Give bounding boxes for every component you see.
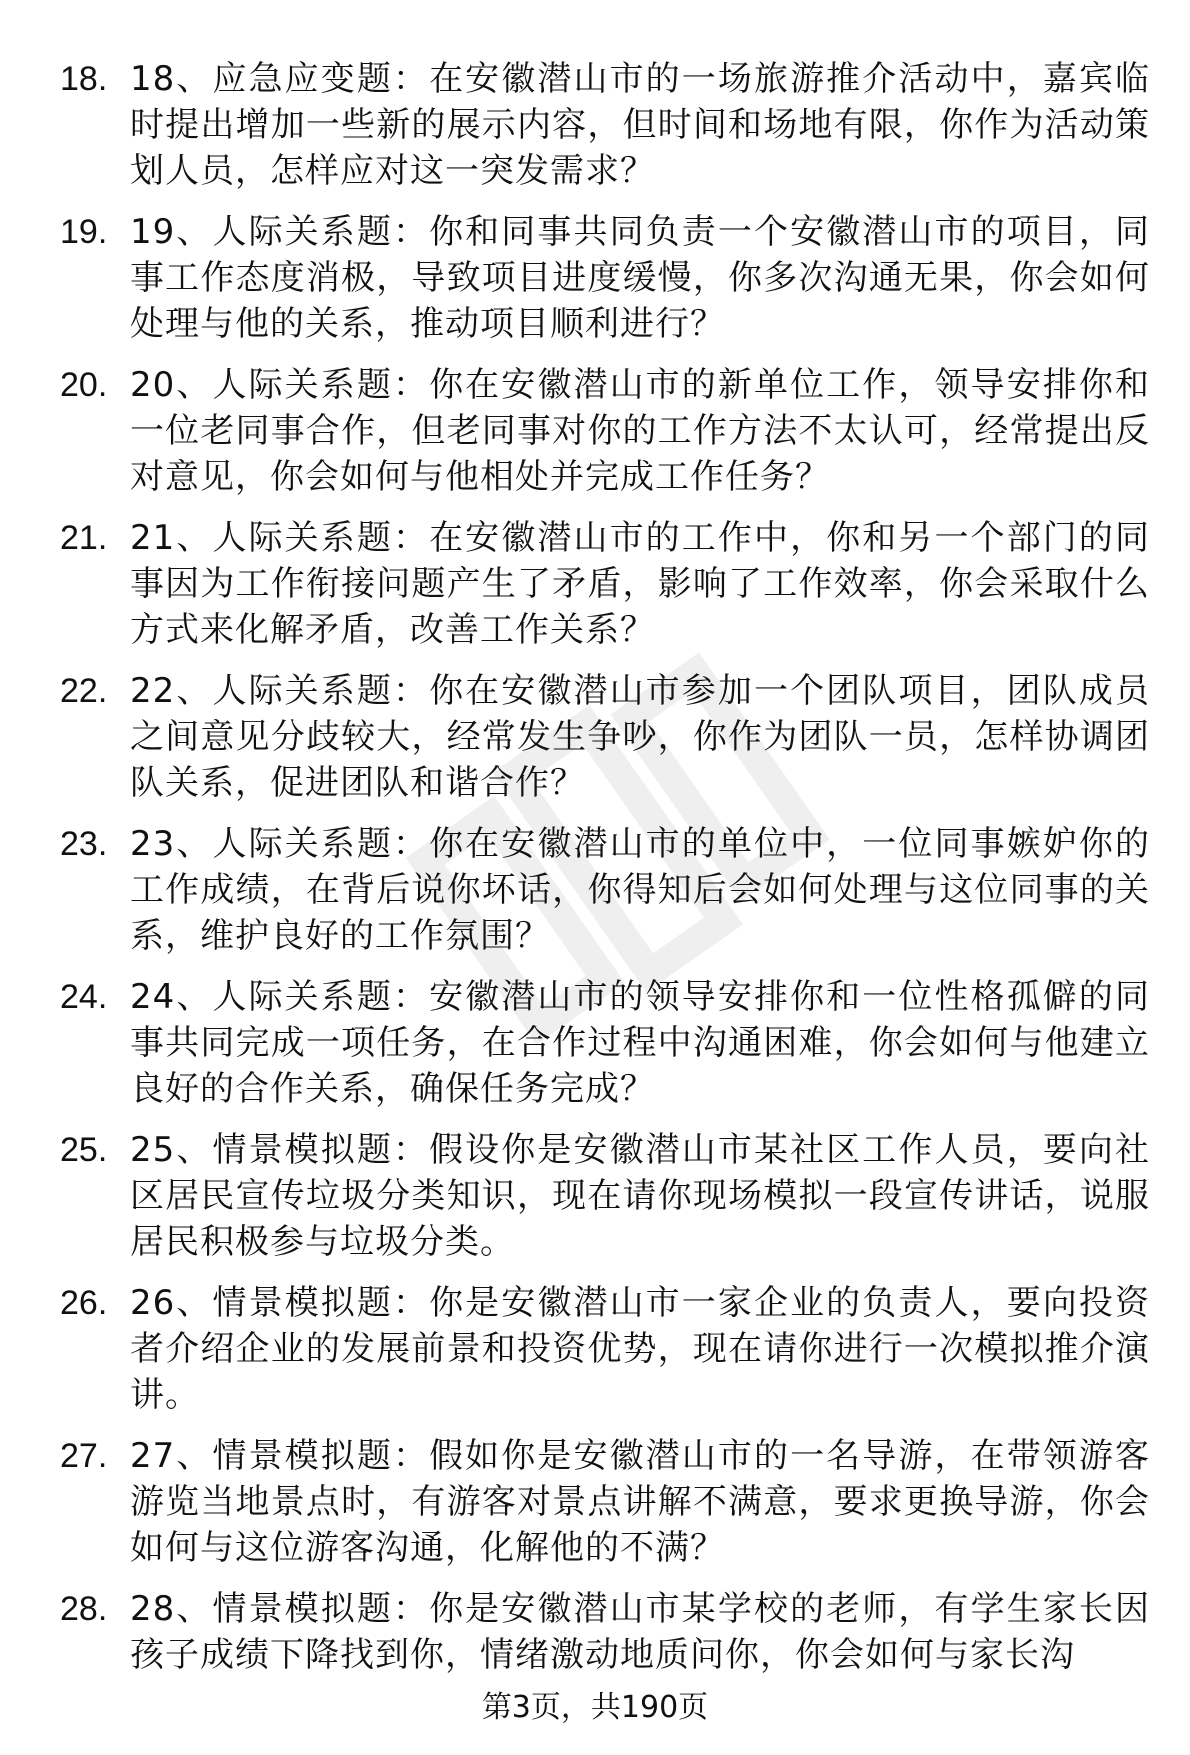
question-item: [60, 209, 1150, 362]
question-number: 26.: [60, 1284, 108, 1322]
question-text: 26、情景模拟题：你是安徽潜山市一家企业的负责人，要向投资者介绍企业的发展前景和投资优势，现在请你进行一次模拟推介演讲。: [130, 1283, 1150, 1415]
question-number: 22.: [60, 672, 108, 710]
question-text: 20、人际关系题：你在安徽潜山市的新单位工作，领导安排你和一位老同事合作，但老同事对你的工作方法不太认可，经常提出反对意见，你会如何与他相处并完成工作任务？: [130, 365, 1150, 497]
question-number: 24.: [60, 978, 108, 1016]
question-number: 19.: [60, 213, 108, 251]
question-number: 21.: [60, 519, 108, 557]
question-item: [60, 668, 1150, 821]
question-item: [60, 1127, 1150, 1280]
question-text: 27、情景模拟题：假如你是安徽潜山市的一名导游，在带领游客游览当地景点时，有游客对景点讲解不满意，要求更换导游，你会如何与这位游客沟通，化解他的不满？: [130, 1436, 1150, 1568]
question-item: [60, 56, 1150, 209]
question-list: [60, 56, 1150, 1739]
question-item: [60, 821, 1150, 974]
question-number: 18.: [60, 60, 108, 98]
question-text: 18、应急应变题：在安徽潜山市的一场旅游推介活动中，嘉宾临时提出增加一些新的展示内容，但时间和场地有限，你作为活动策划人员，怎样应对这一突发需求？: [130, 59, 1150, 191]
question-text: 19、人际关系题：你和同事共同负责一个安徽潜山市的项目，同事工作态度消极，导致项目进度缓慢，你多次沟通无果，你会如何处理与他的关系，推动项目顺利进行？: [130, 212, 1150, 344]
question-item: [60, 1280, 1150, 1433]
question-text: 22、人际关系题：你在安徽潜山市参加一个团队项目，团队成员之间意见分歧较大，经常发生争吵，你作为团队一员，怎样协调团队关系，促进团队和谐合作？: [130, 671, 1150, 803]
question-text: 25、情景模拟题：假设你是安徽潜山市某社区工作人员，要向社区居民宣传垃圾分类知识，现在请你现场模拟一段宣传讲话，说服居民积极参与垃圾分类。: [130, 1130, 1150, 1262]
question-text: 21、人际关系题：在安徽潜山市的工作中，你和另一个部门的同事因为工作衔接问题产生了矛盾，影响了工作效率，你会采取什么方式来化解矛盾，改善工作关系？: [130, 518, 1150, 650]
question-number: 28.: [60, 1590, 108, 1628]
question-item: [60, 1433, 1150, 1586]
question-number: 25.: [60, 1131, 108, 1169]
question-item: [60, 515, 1150, 668]
question-item: [60, 362, 1150, 515]
question-text: 28、情景模拟题：你是安徽潜山市某学校的老师，有学生家长因孩子成绩下降找到你，情绪激动地质问你，你会如何与家长沟: [130, 1589, 1150, 1675]
page-number-label: 第3页，共190页: [481, 1690, 709, 1725]
question-text: 24、人际关系题：安徽潜山市的领导安排你和一位性格孤僻的同事共同完成一项任务，在合作过程中沟通困难，你会如何与他建立良好的合作关系，确保任务完成？: [130, 977, 1150, 1109]
question-text: 23、人际关系题：你在安徽潜山市的单位中，一位同事嫉妒你的工作成绩，在背后说你坏话，你得知后会如何处理与这位同事的关系，维护良好的工作氛围？: [130, 824, 1150, 956]
question-item: [60, 974, 1150, 1127]
page-footer: [0, 1688, 1190, 1728]
question-number: 27.: [60, 1437, 108, 1475]
question-number: 23.: [60, 825, 108, 863]
question-number: 20.: [60, 366, 108, 404]
